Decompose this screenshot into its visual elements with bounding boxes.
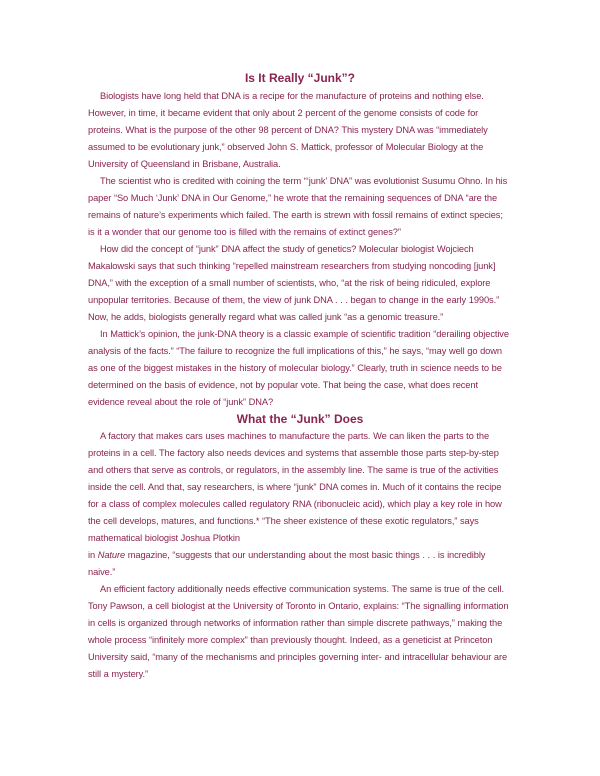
paragraph-6: An efficient factory additionally needs effective communication systems. The same is true of the cell. Tony Pawson, a cell biologist at the University of Toronto in Ontario, explains: “The signalling information in cells is organized through networks of information rather than simple discrete pathways,” making the whole process “infinitely more complex” than previously thought. Indeed, as a geneticist at Princeton University said, “many of the mechanisms and principles governing inter- and intracellular behaviour are still a mystery.” [88, 584, 509, 679]
paragraph-3: How did the concept of “junk” DNA affect the study of genetics? Molecular biologist Wojciech Makalowski says that such thinking “repelled mainstream researchers from studying noncoding [junk] DNA,” with the exception of a small number of scientists, who, “at the risk of being ridiculed, explore unpopular territories. Because of them, the view of junk DNA . . . began to change in the early 1990s.” Now, he adds, biologists generally regard what was called junk “as a genomic treasure.” [88, 244, 500, 322]
paragraph-4: In Mattick’s opinion, the junk-DNA theory is a classic example of scientific tradition “derailing objective analysis of the facts.” “The failure to recognize the full implications of this,” he says, “may well go down as one of the biggest mistakes in the history of molecular biology.” Clearly, truth in science needs to be determined on the basis of evidence, not by popular vote. That being the case, what does recent evidence reveal about the role of “junk” DNA? [88, 329, 509, 407]
article-body [88, 70, 512, 683]
paragraph-5-cont-suffix: magazine, “suggests that our understanding about the most basic things . . . is incredibly naive.” [88, 550, 486, 577]
paragraph-1: Biologists have long held that DNA is a recipe for the manufacture of proteins and nothing else. However, in time, it became evident that only about 2 percent of the genome consists of code for proteins. What is the purpose of the other 98 percent of DNA? This mystery DNA was “immediately assumed to be evolutionary junk,” observed John S. Mattick, professor of Molecular Biology at the University of Queensland in Brisbane, Australia. [88, 91, 488, 169]
paragraph-5-continued [88, 547, 512, 581]
magazine-name: Nature [97, 550, 126, 560]
paragraph-5-cont-prefix: in [88, 550, 98, 560]
section-title: What the “Junk” Does [236, 412, 364, 426]
article-title: Is It Really “Junk”? [244, 71, 356, 85]
paragraph-5: A factory that makes cars uses machines to manufacture the parts. We can liken the parts to the proteins in a cell. The factory also needs devices and systems that assemble those parts step-by-step and others that serve as controls, or regulators, in the assembly line. The same is true of the activities inside the cell. And that, say researchers, is where “junk” DNA comes in. Much of it contains the recipe for a class of complex molecules called regulatory RNA (ribonucleic acid), which play a key role in how the cell develops, matures, and functions.* “The sheer existence of these exotic regulators,” says mathematical biologist Joshua Plotkin [88, 431, 502, 543]
paragraph-2: The scientist who is credited with coining the term “‘junk’ DNA” was evolutionist Susumu Ohno. In his paper “So Much ‘Junk’ DNA in Our Genome,” he wrote that the remaining sequences of DNA “are the remains of nature’s experiments which failed. The earth is strewn with fossil remains of extinct species; is it a wonder that our genome too is filled with the remains of extinct genes?” [88, 176, 508, 237]
